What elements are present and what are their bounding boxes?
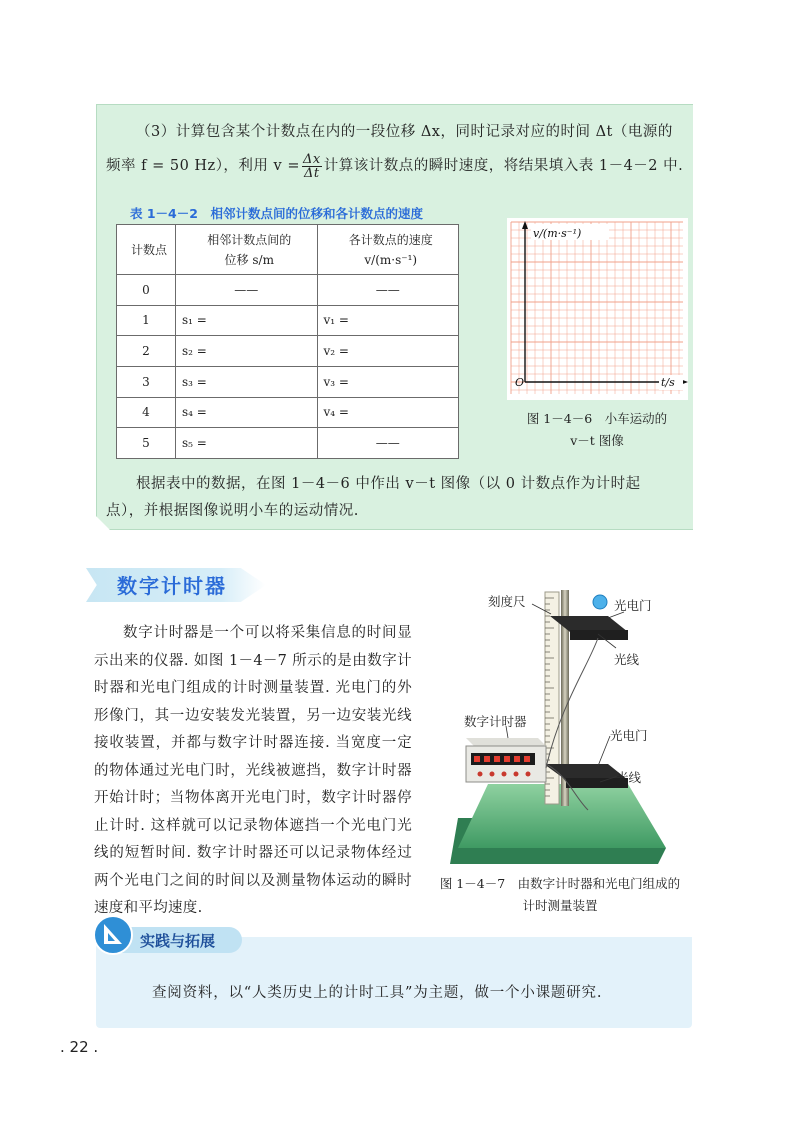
section-body <box>94 620 412 923</box>
point-cell: 4 <box>117 397 176 428</box>
grid-minor <box>511 222 683 394</box>
v-cell: v₄ = <box>317 397 459 428</box>
velocity-fraction <box>302 153 322 180</box>
activity-step3-line1: （3）计算包含某个计数点在内的一段位移 Δx，同时记录对应的时间 Δt（电源的 <box>136 124 673 140</box>
table-row <box>117 305 459 336</box>
table-caption: 表 1－4－2 相邻计数点间的位移和各计数点的速度 <box>130 206 423 221</box>
step3-text-a: 频率 f = 50 Hz），利用 v = <box>106 158 300 174</box>
fraction-numerator: Δx <box>303 151 321 167</box>
header-velocity-line1: 各计数点的速度 <box>348 232 433 247</box>
point-cell: 0 <box>117 275 176 306</box>
practice-logo <box>92 914 134 956</box>
point-cell: 1 <box>117 305 176 336</box>
page-number: . 22 . <box>60 1038 99 1056</box>
point-cell: 5 <box>117 428 176 459</box>
activity-closing-line1: 根据表中的数据，在图 1－4－6 中作出 v－t 图像（以 0 计数点作为计时起 <box>136 476 641 492</box>
table-header-point: 计数点 <box>117 225 176 275</box>
table-header-velocity <box>317 225 459 275</box>
label-light-lower: 光线 <box>616 770 642 785</box>
figure-caption <box>420 873 700 917</box>
table-row <box>117 397 459 428</box>
point-cell: 3 <box>117 366 176 397</box>
x-axis-label: t/s <box>661 376 675 389</box>
label-digital-timer: 数字计时器 <box>464 714 527 729</box>
activity-closing-line2: 点），并根据图像说明小车的运动情况. <box>106 503 359 519</box>
table-row <box>117 428 459 459</box>
s-cell: —— <box>176 275 318 306</box>
table-row <box>117 366 459 397</box>
ruler-triangle-icon <box>92 914 134 956</box>
data-table <box>116 224 459 459</box>
graph-caption-line2: v－t 图像 <box>570 433 624 448</box>
ball-icon <box>593 595 607 609</box>
section-heading: 数字计时器 <box>117 574 227 598</box>
s-cell: s₃ = <box>176 366 318 397</box>
timer-top <box>466 738 546 746</box>
graph-caption-line1: 图 1－4－6 小车运动的 <box>526 411 668 426</box>
vt-graph <box>507 218 688 400</box>
activity-step3-line2 <box>106 152 696 181</box>
label-ruler: 刻度尺 <box>488 594 526 609</box>
grid-major <box>511 222 683 394</box>
table-row <box>117 275 459 306</box>
s-cell: s₅ = <box>176 428 318 459</box>
v-cell: v₃ = <box>317 366 459 397</box>
header-velocity-line2: v/(m·s⁻¹) <box>364 252 418 267</box>
point-cell: 2 <box>117 336 176 367</box>
leader-gate2 <box>598 736 610 766</box>
s-cell: s₂ = <box>176 336 318 367</box>
v-cell: —— <box>317 275 459 306</box>
table-header-displacement <box>176 225 318 275</box>
s-cell: s₁ = <box>176 305 318 336</box>
fraction-denominator: Δt <box>304 165 320 181</box>
graph-caption <box>507 408 687 452</box>
label-photogate-upper: 光电门 <box>614 598 652 613</box>
v-cell: —— <box>317 428 459 459</box>
step3-text-b: 计算该计数点的瞬时速度，将结果填入表 1－4－2 中. <box>323 158 684 174</box>
label-light-upper: 光线 <box>614 652 640 667</box>
origin-label: O <box>515 376 525 389</box>
figure-caption-line1: 图 1－4－7 由数字计时器和光电门组成的 <box>439 876 681 891</box>
vt-graph-svg <box>507 218 688 400</box>
practice-title: 实践与拓展 <box>140 932 216 950</box>
y-axis-label: v/(m·s⁻¹) <box>533 227 582 240</box>
table-row <box>117 336 459 367</box>
s-cell: s₄ = <box>176 397 318 428</box>
v-cell: v₁ = <box>317 305 459 336</box>
header-displacement-line2: 位移 s/m <box>224 252 274 267</box>
label-photogate-lower: 光电门 <box>610 728 648 743</box>
figure-caption-line2: 计时测量装置 <box>522 898 598 913</box>
section-paragraph: 数字计时器是一个可以将采集信息的时间显示出来的仪器. 如图 1－4－7 所示的是由数字计时器和光电门组成的计时测量装置. 光电门的外形像门，其一边安装发光装置，另一边安装光线接收装置，并都与数字计时器连接. 当宽度一定的物体通过光电门时，光线被遮挡，数字计时器开始计时；当物体离开光电门时，数字计时器停止计时. 这样就可以记录物体遮挡一个光电门光线的短暂时间. 数字计时器还可以记录物体经过两个光电门之间的时间以及测量物体运动的瞬时速度和平均速度. <box>94 625 412 916</box>
header-displacement-line1: 相邻计数点间的 <box>207 232 292 247</box>
practice-text: 查阅资料，以“人类历史上的计时工具”为主题，做一个小课题研究. <box>152 985 603 1001</box>
v-cell: v₂ = <box>317 336 459 367</box>
